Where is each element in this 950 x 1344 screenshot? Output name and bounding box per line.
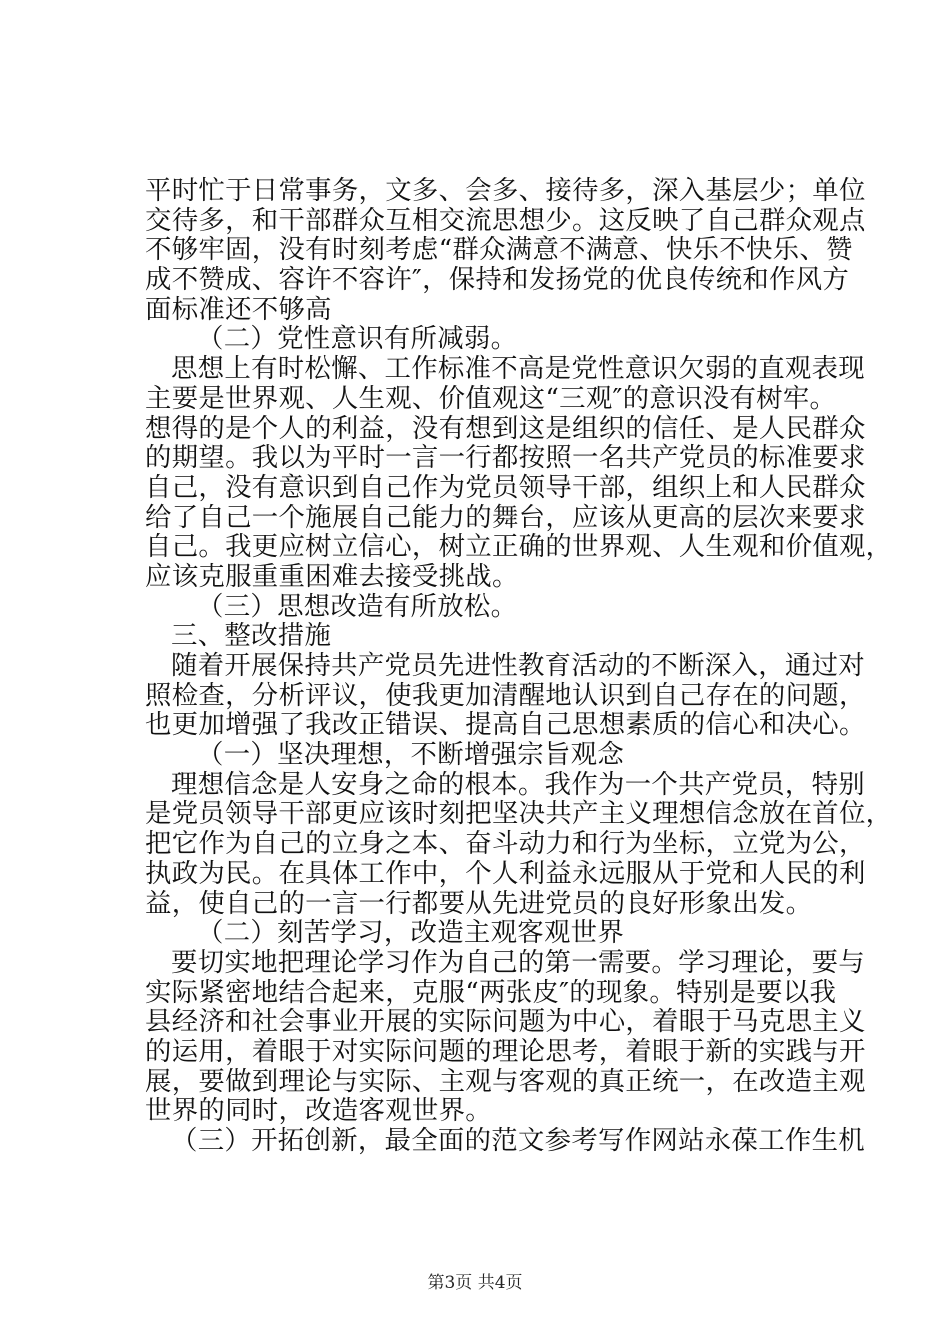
text-line: 应该克服重重困难去接受挑战。	[145, 560, 519, 592]
text-line: 也更加增强了我改正错误、提高自己思想素质的信心和决心。	[145, 709, 866, 741]
text-line: 自己，没有意识到自己作为党员领导干部，组织上和人民群众	[145, 471, 866, 503]
text-line: 不够牢固，没有时刻考虑“群众满意不满意、快乐不快乐、赞	[145, 234, 853, 266]
text-line: 执政为民。在具体工作中，个人利益永远服从于党和人民的利	[145, 857, 866, 889]
text-line: 交待多，和干部群众互相交流思想少。这反映了自己群众观点	[145, 204, 866, 236]
text-line: 理想信念是人安身之命的根本。我作为一个共产党员，特别	[171, 768, 865, 800]
text-line: 思想上有时松懈、工作标准不高是党性意识欠弱的直观表现	[171, 353, 865, 385]
page-number-label: 第3页 共4页	[427, 1273, 523, 1293]
text-line: 把它作为自己的立身之本、奋斗动力和行为坐标，立党为公，	[145, 828, 866, 860]
text-line: 三、整改措施	[171, 620, 332, 652]
text-line: （二）刻苦学习，改造主观客观世界	[197, 917, 625, 949]
text-line: 的期望。我以为平时一言一行都按照一名共产党员的标准要求	[145, 442, 866, 474]
text-line: 自己。我更应树立信心，树立正确的世界观、人生观和价值观，	[145, 531, 893, 563]
text-line: 的运用，着眼于对实际问题的理论思考，着眼于新的实践与开	[145, 1035, 866, 1067]
text-line: 随着开展保持共产党员先进性教育活动的不断深入，通过对	[171, 650, 865, 681]
page-footer	[0, 1273, 950, 1293]
text-line: 益，使自己的一言一行都要从先进党员的良好形象出发。	[145, 887, 813, 919]
text-line: 展，要做到理论与实际、主观与客观的真正统一，在改造主观	[145, 1065, 866, 1097]
text-line: 给了自己一个施展自己能力的舞台，应该从更高的层次来要求	[145, 501, 866, 533]
text-line: 照检查，分析评议，使我更加清醒地认识到自己存在的问题，	[145, 679, 866, 711]
text-line: 成不赞成、容许不容许″，保持和发扬党的优良传统和作风方	[145, 264, 850, 296]
text-line: 平时忙于日常事务，文多、会多、接待多，深入基层少；单位	[145, 175, 866, 206]
text-line: （一）坚决理想，不断增强宗旨观念	[197, 739, 625, 771]
text-line: 县经济和社会事业开展的实际问题为中心，着眼于马克思主义	[145, 1006, 866, 1038]
document-body	[145, 175, 893, 1156]
text-line: （三）开拓创新，最全面的范文参考写作网站永葆工作生机	[171, 1125, 865, 1156]
text-line: 世界的同时，改造客观世界。	[145, 1095, 492, 1127]
text-line: 是党员领导干部更应该时刻把坚决共产主义理想信念放在首位，	[145, 798, 893, 830]
text-line: 想得的是个人的利益，没有想到这是组织的信任、是人民群众	[145, 412, 866, 444]
text-line: 面标准还不够高	[145, 293, 332, 325]
text-line: （二）党性意识有所减弱。	[197, 323, 518, 355]
text-line: 主要是世界观、人生观、价值观这“三观″的意识没有树牢。	[145, 382, 837, 414]
text-line: 实际紧密地结合起来，克服“两张皮″的现象。特别是要以我	[145, 976, 837, 1008]
text-line: （三）思想改造有所放松。	[197, 590, 518, 622]
text-line: 要切实地把理论学习作为自己的第一需要。学习理论，要与	[171, 946, 865, 978]
